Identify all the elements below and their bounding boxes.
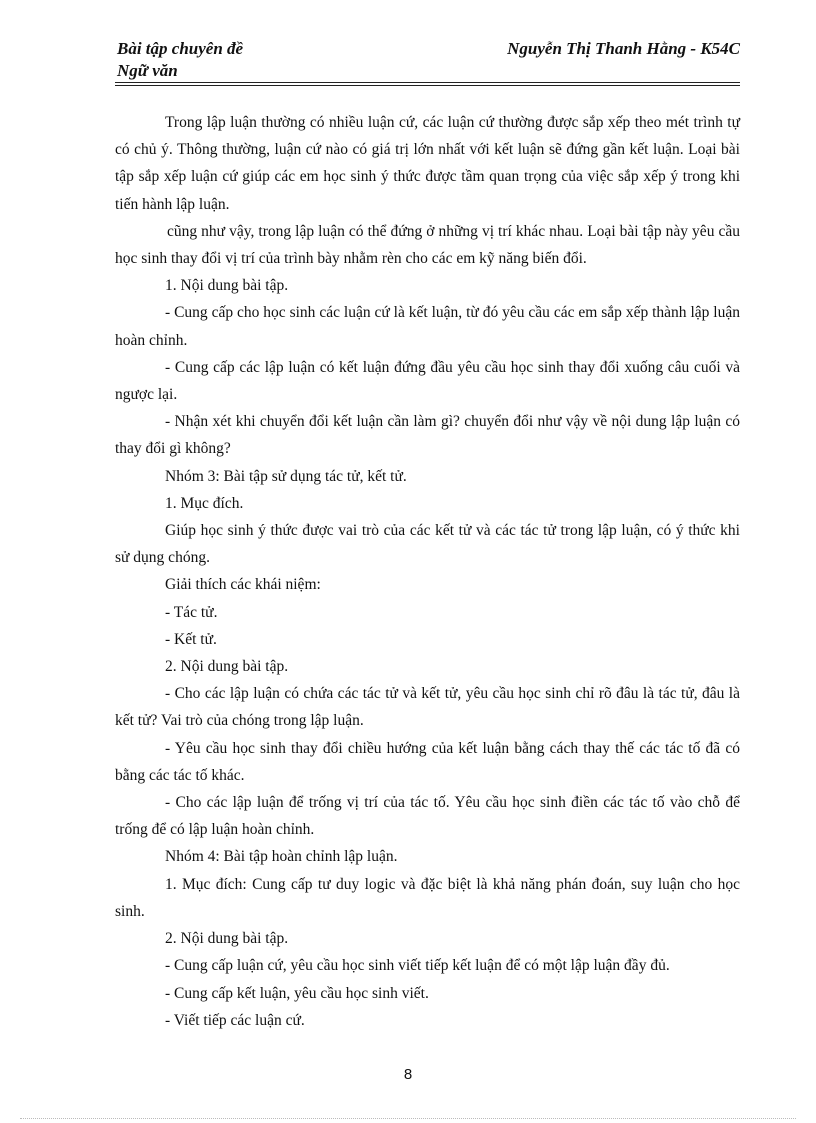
- list-item: - Kết tử.: [165, 630, 217, 648]
- list-heading: 1. Mục đích.: [165, 494, 244, 512]
- section-heading-group-4: Nhóm 4: Bài tập hoàn chỉnh lập luận.: [165, 848, 398, 866]
- paragraph-intro: Trong lập luận thường có nhiều luận cứ, các luận cứ thường được sắp xếp theo mét trình tự có chủ ý. Thông thường, luận cứ nào có giá trị lớn nhất với kết luận sẽ đứng gần kết luận. Loại bài tập sắp xếp luận cứ giúp các em học sinh ý thức được tầm quan trọng của việc sắp xếp ý trong khi tiến hành lập luận.: [115, 114, 740, 213]
- list-item: - Nhận xét khi chuyển đổi kết luận cần làm gì? chuyển đổi như vậy về nội dung lập luận có thay đổi gì không?: [115, 413, 740, 458]
- list-item: - Tác tử.: [165, 603, 218, 621]
- paragraph-purpose: Giúp học sinh ý thức được vai trò của các kết tử và các tác tử trong lập luận, có ý thức khi sử dụng chóng.: [115, 522, 740, 567]
- header-subject: Ngữ văn: [117, 61, 178, 80]
- header-rule-thin: [115, 85, 740, 86]
- list-item: - Yêu cầu học sinh thay đổi chiều hướng của kết luận bằng cách thay thế các tác tố đã có bằng các tác tố khác.: [115, 739, 740, 784]
- page-number: 8: [403, 1066, 413, 1083]
- list-item: - Viết tiếp các luận cứ.: [165, 1011, 305, 1029]
- document-body: [115, 109, 740, 1034]
- page-footer-rule: [20, 1118, 796, 1119]
- list-item: - Cung cấp kết luận, yêu cầu học sinh viết.: [165, 984, 429, 1002]
- section-heading-group-3: Nhóm 3: Bài tập sử dụng tác tử, kết tử.: [165, 467, 407, 485]
- page-header: [115, 38, 740, 86]
- list-item: - Cho các lập luận có chứa các tác tử và kết tử, yêu cầu học sinh chỉ rõ đâu là tác tử, đâu là kết tử? Vai trò của chóng trong lập luận.: [115, 685, 740, 730]
- list-heading: 1. Mục đích: Cung cấp tư duy logic và đặc biệt là khả năng phán đoán, suy luận cho học sinh.: [115, 875, 740, 920]
- paragraph-position: cũng như vậy, trong lập luận có thể đứng ở những vị trí khác nhau. Loại bài tập này yêu cầu học sinh thay đổi vị trí của trình bày nhằm rèn cho các em kỹ năng biến đổi.: [115, 222, 740, 268]
- list-heading: 2. Nội dung bài tập.: [165, 658, 289, 676]
- paragraph-concepts: Giải thích các khái niệm:: [165, 576, 321, 594]
- list-heading: 2. Nội dung bài tập.: [165, 930, 289, 948]
- list-item: - Cho các lập luận để trống vị trí của tác tố. Yêu cầu học sinh điền các tác tố vào chỗ để trống để có lập luận hoàn chỉnh.: [115, 794, 740, 839]
- list-item: - Cung cấp cho học sinh các luận cứ là kết luận, từ đó yêu cầu các em sắp xếp thành lập luận hoàn chỉnh.: [115, 304, 740, 349]
- list-item: - Cung cấp các lập luận có kết luận đứng đầu yêu cầu học sinh thay đổi xuống câu cuối và ngược lại.: [115, 358, 740, 404]
- list-item: - Cung cấp luận cứ, yêu cầu học sinh viết tiếp kết luận để có một lập luận đầy đủ.: [165, 957, 670, 975]
- header-title: Bài tập chuyên đề: [117, 39, 244, 58]
- header-rule-thick: [115, 82, 740, 83]
- header-author: Nguyễn Thị Thanh Hằng - K54C: [507, 39, 740, 58]
- list-heading: 1. Nội dung bài tập.: [165, 277, 289, 295]
